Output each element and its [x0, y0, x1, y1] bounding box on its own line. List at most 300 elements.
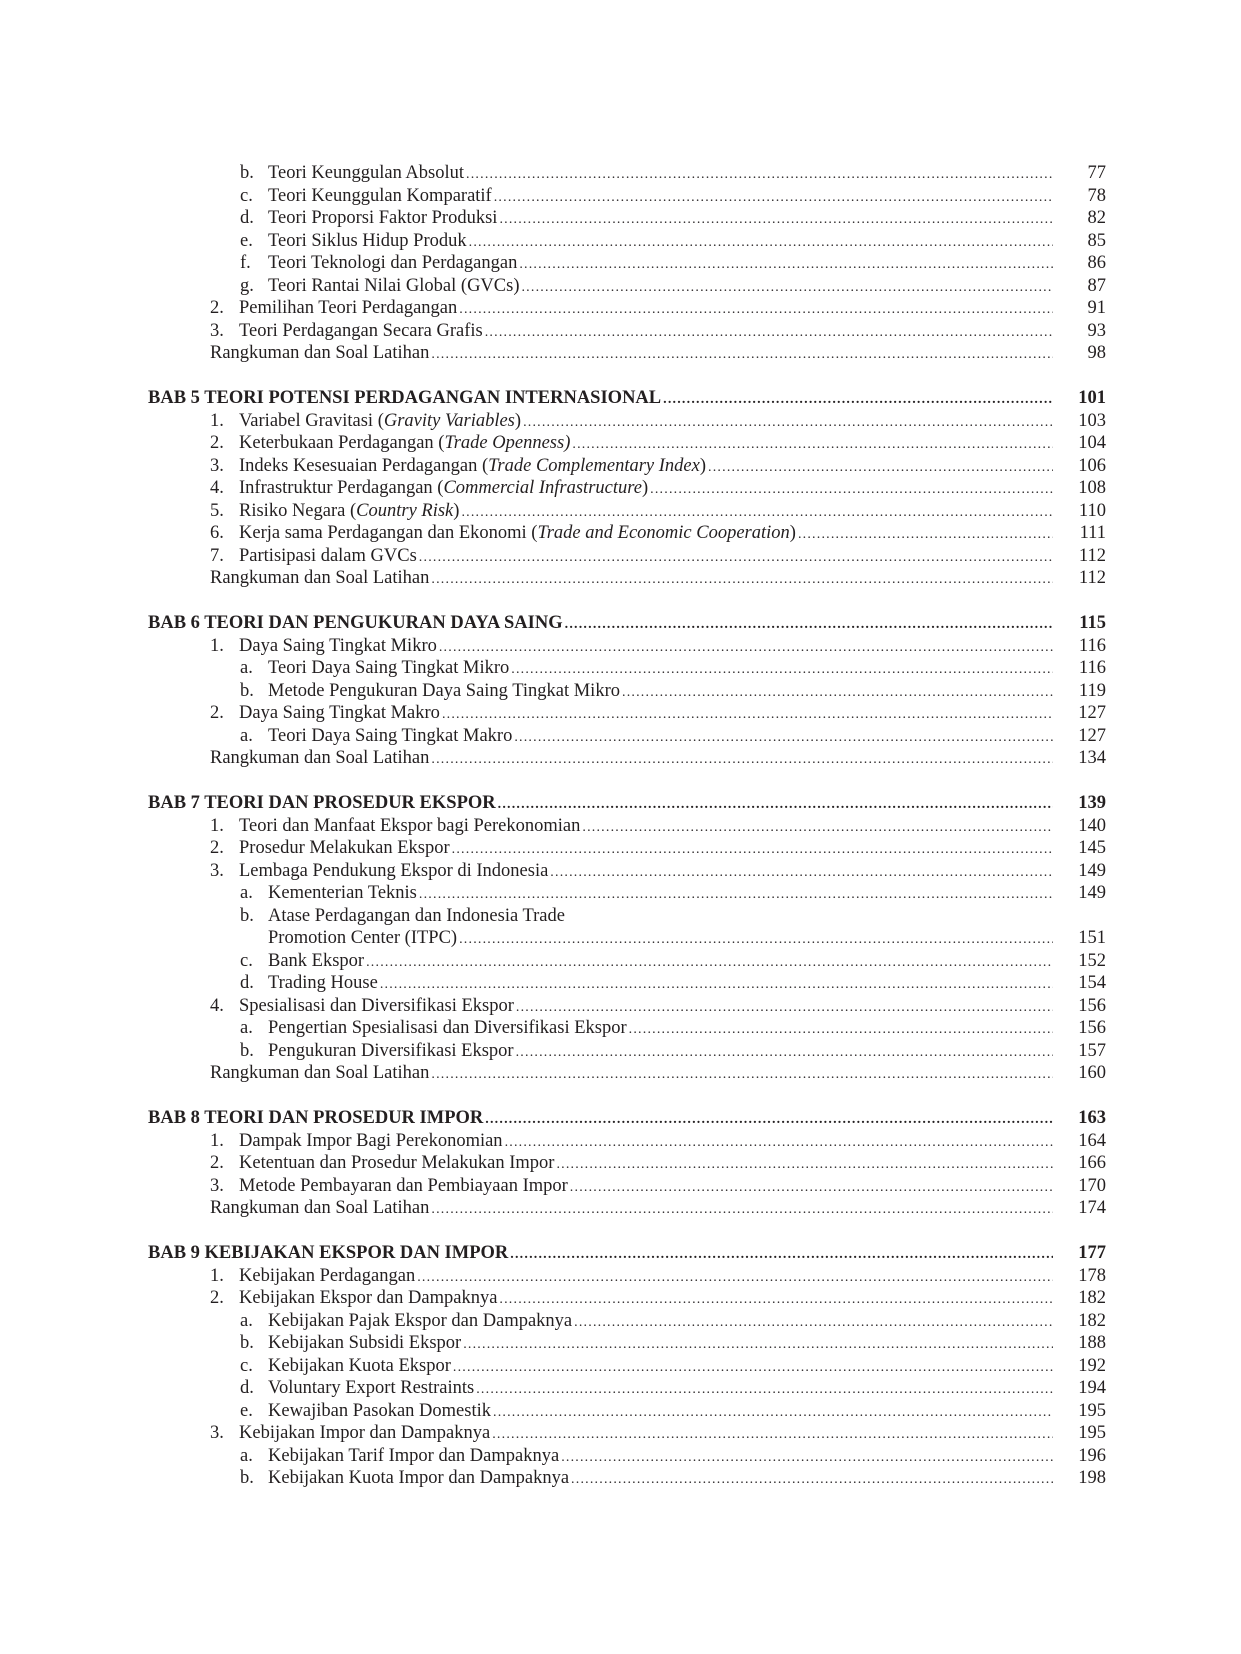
- toc-entry-title-text: Kerja sama Perdagangan dan Ekonomi (: [239, 523, 538, 543]
- toc-entry-title: [268, 905, 565, 928]
- toc-page-number: 149: [1078, 860, 1106, 881]
- spacer: [0, 770, 1241, 793]
- dot-leader: [366, 952, 1053, 975]
- toc-entry-title-text: Keterbukaan Perdagangan (: [239, 433, 445, 453]
- toc-page-number: 178: [1078, 1265, 1106, 1286]
- toc-page-number: 91: [1087, 298, 1106, 318]
- dot-leader: [459, 299, 1053, 322]
- toc-entry[interactable]: [0, 927, 1241, 950]
- toc-page-number: 82: [1087, 208, 1106, 228]
- toc-page-number: 103: [1078, 410, 1106, 431]
- toc-page-number: 110: [1078, 500, 1106, 521]
- toc-page-number: 174: [1078, 1198, 1106, 1218]
- toc-entry[interactable]: [0, 1422, 1241, 1445]
- toc-entry[interactable]: [0, 680, 1241, 703]
- toc-entry-title-text: BAB 7 TEORI DAN PROSEDUR EKSPOR: [148, 793, 496, 813]
- toc-entry-line: [210, 342, 1053, 367]
- toc-entry-line: [148, 387, 1053, 412]
- dot-leader: [431, 569, 1053, 592]
- toc-entry-number: 2.: [210, 703, 224, 723]
- toc-entry-line: [239, 1152, 1053, 1177]
- toc-entry-number: a.: [240, 1018, 253, 1038]
- toc-chapter-heading[interactable]: [0, 387, 1241, 410]
- dot-leader: [650, 479, 1053, 502]
- toc-entry-title: [268, 185, 492, 208]
- toc-page-number: 151: [1078, 928, 1106, 948]
- toc-entry[interactable]: [0, 972, 1241, 995]
- spacer: [0, 365, 1241, 388]
- dot-leader: [498, 794, 1053, 817]
- toc-entry-title: [268, 1017, 627, 1040]
- dot-leader: [556, 1154, 1053, 1177]
- toc-entry-number: d.: [240, 208, 254, 228]
- toc-page-number: 154: [1078, 973, 1106, 993]
- toc-entry[interactable]: [0, 252, 1241, 275]
- toc-entry-line: [268, 680, 1053, 705]
- toc-entry-title-text: Rangkuman dan Soal Latihan: [210, 748, 430, 768]
- toc-page-number: 149: [1078, 883, 1106, 903]
- toc-entry-title-text: Kebijakan Kuota Ekspor: [268, 1355, 451, 1376]
- dot-leader: [663, 389, 1053, 412]
- toc-entry[interactable]: [0, 1130, 1241, 1153]
- toc-entry-number: 1.: [210, 635, 224, 656]
- toc-chapter-heading[interactable]: [0, 1107, 1241, 1130]
- dot-leader: [431, 749, 1053, 772]
- toc-entry-line: [239, 837, 1053, 862]
- toc-entry[interactable]: [0, 837, 1241, 860]
- toc-entry-title: [268, 1445, 559, 1468]
- toc-entry-title: [239, 1175, 568, 1198]
- dot-leader: [431, 1199, 1053, 1222]
- dot-leader: [570, 1177, 1053, 1200]
- toc-entry-line: [268, 207, 1053, 232]
- toc-entry-title-text: Teori Rantai Nilai Global (GVCs): [268, 275, 520, 296]
- toc-entry-line: [268, 1400, 1053, 1425]
- toc-page-number: 198: [1078, 1468, 1106, 1488]
- toc-entry[interactable]: [0, 950, 1241, 973]
- dot-leader: [431, 1064, 1053, 1087]
- toc-entry-line: [268, 1467, 1053, 1492]
- toc-entry[interactable]: [0, 1017, 1241, 1040]
- toc-entry[interactable]: [0, 275, 1241, 298]
- toc-entry[interactable]: [0, 455, 1241, 478]
- toc-entry[interactable]: [0, 1445, 1241, 1468]
- toc-entry-title-text: Bank Ekspor: [268, 950, 365, 971]
- toc-entry-title-text: Variabel Gravitasi (: [239, 410, 384, 431]
- toc-entry[interactable]: [0, 725, 1241, 748]
- toc-entry-title: [239, 500, 459, 523]
- toc-entry-title-italic: Gravity Variables: [383, 410, 515, 431]
- toc-entry-title-text: BAB 5 TEORI POTENSI PERDAGANGAN INTERNASIONAL: [148, 388, 662, 408]
- toc-entry-title-text: BAB 6 TEORI DAN PENGUKURAN DAYA SAING: [148, 613, 563, 633]
- toc-entry-line: [239, 297, 1053, 322]
- toc-entry-line: [268, 950, 1053, 975]
- toc-page-number: 116: [1078, 658, 1106, 678]
- toc-entry-title-text: Kebijakan Pajak Ekspor dan Dampaknya: [268, 1310, 573, 1331]
- toc-entry-title: [268, 657, 509, 680]
- dot-leader: [571, 1469, 1053, 1492]
- dot-leader: [514, 727, 1053, 750]
- toc-entry-number: 2.: [210, 1153, 224, 1173]
- spacer: [0, 1220, 1241, 1243]
- toc-entry-title-text: Rangkuman dan Soal Latihan: [210, 1198, 430, 1218]
- toc-entry-title: [239, 545, 417, 568]
- toc-entry-line: [268, 1355, 1053, 1380]
- toc-entry-number: 3.: [210, 455, 224, 476]
- toc-entry[interactable]: [0, 230, 1241, 253]
- toc-entry-line: [268, 1445, 1053, 1470]
- toc-entry-line: [239, 1130, 1053, 1155]
- toc-entry-line: [210, 747, 1053, 772]
- toc-entry-number: b.: [240, 1333, 254, 1353]
- dot-leader: [417, 1267, 1053, 1290]
- spacer: [0, 1085, 1241, 1108]
- toc-entry-number: 3.: [210, 1423, 224, 1443]
- toc-entry-title-text: Kebijakan Ekspor dan Dampaknya: [239, 1288, 498, 1308]
- toc-entry-title: [268, 882, 417, 905]
- toc-entry-number: 1.: [210, 1265, 224, 1286]
- toc-entry-title: [239, 410, 521, 433]
- toc-page-number: 85: [1087, 230, 1106, 251]
- toc-page-number: 157: [1078, 1040, 1106, 1061]
- toc-entry-line: [239, 815, 1053, 840]
- toc-entry-title-after: ): [699, 455, 707, 476]
- toc-entry-number: 1.: [210, 410, 224, 431]
- toc-page-number: 106: [1078, 455, 1106, 476]
- dot-leader: [485, 1109, 1053, 1132]
- toc-page-number: 188: [1078, 1333, 1106, 1353]
- toc-entry-title-text: Daya Saing Tingkat Mikro: [239, 635, 437, 656]
- toc-entry-line: [268, 162, 1053, 187]
- toc-entry-title-text: Kebijakan Subsidi Ekspor: [268, 1333, 462, 1353]
- toc-page-number: 101: [1078, 388, 1106, 408]
- dot-leader: [453, 1357, 1053, 1380]
- toc-entry[interactable]: [0, 162, 1241, 185]
- toc-entry[interactable]: [0, 410, 1241, 433]
- toc-entry[interactable]: [0, 1355, 1241, 1378]
- toc-entry[interactable]: [0, 995, 1241, 1018]
- dot-leader: [431, 344, 1053, 367]
- toc-entry-title: [210, 1062, 429, 1085]
- toc-entry-line: [268, 927, 1053, 952]
- toc-entry-number: b.: [240, 1040, 254, 1061]
- toc-entry[interactable]: [0, 702, 1241, 725]
- toc-page-number: 112: [1078, 545, 1106, 566]
- toc-entry-title: [239, 522, 796, 545]
- toc-entry-title: [210, 342, 429, 365]
- dot-leader: [419, 884, 1053, 907]
- toc-entry[interactable]: [0, 1400, 1241, 1423]
- toc-page-number: 111: [1079, 523, 1106, 543]
- toc-entry-number: f.: [240, 253, 251, 273]
- toc-entry-title: [239, 1152, 554, 1175]
- toc-entry-title: [268, 275, 519, 298]
- toc-entry-title: [268, 207, 497, 230]
- toc-entry-line: [239, 500, 1053, 525]
- dot-leader: [505, 1132, 1053, 1155]
- dot-leader: [521, 277, 1053, 300]
- toc-entry-line: [210, 1197, 1053, 1222]
- toc-entry-line: [210, 567, 1053, 592]
- toc-entry-number: b.: [240, 905, 254, 926]
- toc-entry-number: g.: [240, 275, 254, 296]
- toc-entry-number: 2.: [210, 433, 224, 453]
- toc-page-number: 77: [1087, 163, 1106, 183]
- toc-entry[interactable]: [0, 1175, 1241, 1198]
- toc-entry-number: a.: [240, 725, 253, 746]
- toc-entry[interactable]: [0, 1332, 1241, 1355]
- toc-entry-number: a.: [240, 658, 253, 678]
- toc-entry-title-text: Kebijakan Impor dan Dampaknya: [239, 1423, 491, 1443]
- toc-summary-entry[interactable]: [0, 342, 1241, 365]
- toc-entry-number: c.: [240, 185, 253, 206]
- toc-page-number: 145: [1078, 838, 1106, 858]
- toc-entry-title-text: Risiko Negara (: [239, 500, 357, 521]
- toc-entry[interactable]: [0, 1287, 1241, 1310]
- toc-entry[interactable]: [0, 1152, 1241, 1175]
- toc-entry[interactable]: [0, 320, 1241, 343]
- toc-page-number: 156: [1078, 995, 1106, 1016]
- toc-entry-line: [239, 477, 1053, 502]
- toc-entry-number: b.: [240, 680, 254, 701]
- toc-page-number: 194: [1078, 1378, 1106, 1398]
- toc-entry-title-after: ): [789, 523, 796, 543]
- toc-entry[interactable]: [0, 477, 1241, 500]
- toc-entry-title: [148, 792, 496, 815]
- toc-entry[interactable]: [0, 882, 1241, 905]
- dot-leader: [572, 434, 1053, 457]
- toc-entry-line: [239, 1287, 1053, 1312]
- toc-entry[interactable]: [0, 1265, 1241, 1288]
- toc-entry-title-text: BAB 8 TEORI DAN PROSEDUR IMPOR: [148, 1108, 484, 1128]
- dot-leader: [511, 659, 1053, 682]
- toc-entry-title-text: BAB 9 KEBIJAKAN EKSPOR DAN IMPOR: [148, 1243, 509, 1263]
- toc-entry-number: 3.: [210, 320, 224, 341]
- toc-page-number: 182: [1078, 1310, 1106, 1331]
- dot-leader: [574, 1312, 1053, 1335]
- toc-entry[interactable]: [0, 545, 1241, 568]
- toc-entry-number: c.: [240, 950, 253, 971]
- toc-entry-number: 6.: [210, 523, 224, 543]
- dot-leader: [510, 1244, 1053, 1267]
- toc-entry-title: [268, 1400, 491, 1423]
- toc-entry-title: [210, 747, 429, 770]
- toc-page-number: 108: [1078, 478, 1106, 498]
- toc-entry[interactable]: [0, 1467, 1241, 1490]
- toc-entry-line: [268, 972, 1053, 997]
- toc-entry-number: 1.: [210, 815, 224, 836]
- toc-entry-title-text: Teori Daya Saing Tingkat Makro: [268, 725, 513, 746]
- toc-page-number: 177: [1078, 1243, 1106, 1263]
- toc-entry-number: 2.: [210, 838, 224, 858]
- toc-page-number: 140: [1078, 815, 1106, 836]
- toc-chapter-heading[interactable]: [0, 792, 1241, 815]
- toc-entry-number: 3.: [210, 860, 224, 881]
- toc-entry-title-text: Trading House: [268, 973, 378, 993]
- dot-leader: [476, 1379, 1053, 1402]
- dot-leader: [582, 817, 1053, 840]
- toc-page-number: 78: [1087, 185, 1106, 206]
- toc-page-number: 86: [1087, 253, 1106, 273]
- toc-entry-title-text: Rangkuman dan Soal Latihan: [210, 343, 430, 363]
- toc-entry-title-text: Lembaga Pendukung Ekspor di Indonesia: [239, 860, 549, 881]
- toc-entry-title-text: Daya Saing Tingkat Makro: [239, 703, 440, 723]
- toc-entry[interactable]: [0, 185, 1241, 208]
- dot-leader: [469, 232, 1053, 255]
- toc-entry-title-text: Kewajiban Pasokan Domestik: [268, 1400, 491, 1421]
- toc-entry-number: b.: [240, 1468, 254, 1488]
- toc-page-number: 192: [1078, 1355, 1106, 1376]
- toc-entry-line: [268, 725, 1053, 750]
- dot-leader: [550, 862, 1053, 885]
- toc-page-number: 93: [1087, 320, 1106, 341]
- toc-entry-line: [268, 230, 1053, 255]
- toc-entry-title: [148, 1242, 508, 1265]
- toc-entry-title: [268, 927, 457, 950]
- toc-entry[interactable]: [0, 635, 1241, 658]
- dot-leader: [492, 1424, 1053, 1447]
- toc-entry-title-text: Pengertian Spesialisasi dan Diversifikasi Ekspor: [268, 1018, 627, 1038]
- toc-entry-title-text: Teori Teknologi dan Perdagangan: [268, 253, 518, 273]
- toc-entry-line: [268, 1377, 1053, 1402]
- toc-page-number: 152: [1078, 950, 1106, 971]
- toc-entry-title: [268, 1377, 474, 1400]
- toc-entry-title-text: Spesialisasi dan Diversifikasi Ekspor: [239, 995, 514, 1016]
- toc-page-number: 127: [1078, 725, 1106, 746]
- toc-entry-line: [210, 1062, 1053, 1087]
- toc-chapter-heading[interactable]: [0, 1242, 1241, 1265]
- toc-page-number: 98: [1087, 343, 1106, 363]
- toc-entry-line: [239, 320, 1053, 345]
- dot-leader: [708, 457, 1053, 480]
- toc-entry-number: c.: [240, 1355, 253, 1376]
- toc-entry-title: [268, 972, 378, 995]
- toc-entry-title: [268, 1040, 514, 1063]
- toc-entry-number: 1.: [210, 1130, 224, 1151]
- toc-entry-title: [148, 1107, 483, 1130]
- toc-entry-title: [239, 635, 437, 658]
- dot-leader: [463, 1334, 1053, 1357]
- toc-entry[interactable]: [0, 1310, 1241, 1333]
- toc-entry-line: [268, 185, 1053, 210]
- toc-entry-title-text: Pemilihan Teori Perdagangan: [239, 298, 458, 318]
- table-of-contents: [0, 162, 1241, 1490]
- toc-entry-title-text: Teori Siklus Hidup Produk: [268, 230, 467, 251]
- toc-entry-number: b.: [240, 163, 254, 183]
- toc-entry-title: [239, 860, 548, 883]
- toc-page-number: 104: [1078, 433, 1106, 453]
- toc-entry-title-text: Teori Proporsi Faktor Produksi: [268, 208, 498, 228]
- toc-summary-entry[interactable]: [0, 1197, 1241, 1220]
- toc-entry-line: [268, 252, 1053, 277]
- dot-leader: [565, 614, 1053, 637]
- toc-entry-title: [239, 1130, 503, 1153]
- dot-leader: [516, 997, 1053, 1020]
- toc-entry-title: [239, 455, 706, 478]
- toc-entry-title-text: Teori Keunggulan Absolut: [268, 163, 465, 183]
- toc-entry-title: [268, 950, 364, 973]
- toc-entry[interactable]: [0, 522, 1241, 545]
- toc-page-number: 139: [1078, 793, 1106, 813]
- dot-leader: [466, 164, 1053, 187]
- dot-leader: [419, 547, 1053, 570]
- toc-entry[interactable]: [0, 432, 1241, 455]
- toc-entry-title-text: Partisipasi dalam GVCs: [239, 545, 417, 566]
- toc-entry-line: [268, 657, 1053, 682]
- toc-entry-title-text: Kebijakan Perdagangan: [239, 1265, 416, 1286]
- toc-entry-title: [239, 432, 570, 455]
- toc-entry-title-text: Teori Keunggulan Komparatif: [268, 185, 492, 206]
- toc-entry-number: e.: [240, 230, 253, 251]
- dot-leader: [523, 412, 1053, 435]
- toc-entry-line: [239, 455, 1053, 480]
- toc-page-number: 119: [1078, 680, 1106, 701]
- toc-entry-title-text: Atase Perdagangan dan Indonesia Trade: [268, 905, 565, 926]
- toc-entry[interactable]: [0, 500, 1241, 523]
- dot-leader: [499, 209, 1053, 232]
- toc-entry-line: [239, 1265, 1053, 1290]
- toc-entry[interactable]: [0, 657, 1241, 680]
- toc-entry-title: [210, 567, 429, 590]
- toc-entry-title-text: Kebijakan Kuota Impor dan Dampaknya: [268, 1468, 570, 1488]
- toc-entry-title-text: Indeks Kesesuaian Perdagangan (: [239, 455, 489, 476]
- toc-entry-title-text: Metode Pembayaran dan Pembiayaan Impor: [239, 1175, 568, 1196]
- toc-entry-title: [148, 612, 563, 635]
- toc-entry-title-after: ): [514, 410, 522, 431]
- toc-page-number: 127: [1078, 703, 1106, 723]
- toc-entry-title-italic: Trade Complementary Index: [488, 455, 700, 476]
- dot-leader: [493, 1402, 1053, 1425]
- toc-entry-line: [239, 702, 1053, 727]
- toc-entry-title: [268, 1467, 569, 1490]
- toc-entry[interactable]: [0, 905, 1241, 928]
- toc-entry-title: [268, 1332, 461, 1355]
- toc-page-number: 156: [1078, 1018, 1106, 1038]
- toc-entry-line: [268, 1017, 1053, 1042]
- toc-entry[interactable]: [0, 1040, 1241, 1063]
- toc-entry-line: [239, 995, 1053, 1020]
- toc-entry-title-text: Dampak Impor Bagi Perekonomian: [239, 1130, 503, 1151]
- toc-entry-title: [239, 477, 648, 500]
- toc-entry-number: d.: [240, 1378, 254, 1398]
- toc-entry-title-text: Kebijakan Tarif Impor dan Dampaknya: [268, 1445, 560, 1466]
- toc-entry-number: 2.: [210, 298, 224, 318]
- toc-summary-entry[interactable]: [0, 567, 1241, 590]
- toc-entry[interactable]: [0, 815, 1241, 838]
- toc-entry-line: [148, 1107, 1053, 1132]
- toc-summary-entry[interactable]: [0, 747, 1241, 770]
- toc-entry-title: [239, 1265, 415, 1288]
- toc-entry[interactable]: [0, 1377, 1241, 1400]
- toc-page-number: 166: [1078, 1153, 1106, 1173]
- toc-entry-line: [268, 1040, 1053, 1065]
- toc-page-number: 160: [1078, 1063, 1106, 1083]
- toc-page-number: 115: [1079, 613, 1106, 633]
- toc-chapter-heading[interactable]: [0, 612, 1241, 635]
- toc-entry[interactable]: [0, 297, 1241, 320]
- toc-entry-title: [239, 1422, 490, 1445]
- toc-entry-title-text: Infrastruktur Perdagangan (: [239, 478, 444, 498]
- toc-entry-line: [148, 1242, 1053, 1267]
- toc-entry-title-text: Rangkuman dan Soal Latihan: [210, 1063, 430, 1083]
- toc-entry[interactable]: [0, 207, 1241, 230]
- toc-entry-line: [268, 1310, 1053, 1335]
- toc-page-number: 182: [1078, 1288, 1106, 1308]
- toc-summary-entry[interactable]: [0, 1062, 1241, 1085]
- toc-entry-title: [268, 1310, 572, 1333]
- toc-entry-title: [239, 995, 514, 1018]
- toc-entry[interactable]: [0, 860, 1241, 883]
